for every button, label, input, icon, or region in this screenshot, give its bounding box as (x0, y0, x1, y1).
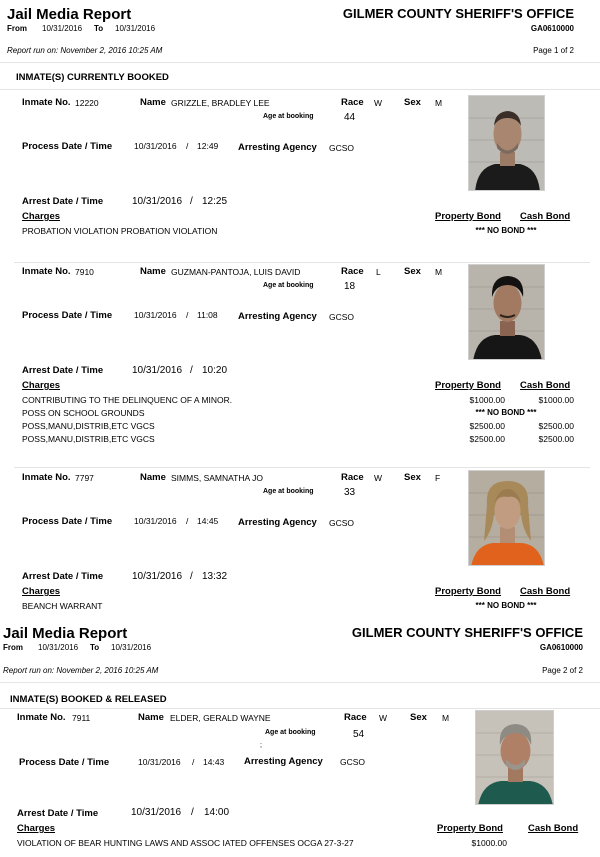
agency-value: GCSO (329, 143, 355, 153)
from-label: From (7, 24, 27, 33)
to-label: To (94, 24, 104, 33)
process-date: 10/31/2016 (138, 757, 181, 767)
charges-header: Charges (22, 586, 61, 597)
charge-desc: VIOLATION OF BEAR HUNTING LAWS AND ASSOC IATED OFFENSES OCGA 27-3-27 (17, 838, 354, 848)
slash: / (192, 757, 195, 767)
inmate-no-label: Inmate No. (22, 97, 71, 108)
age-value: 44 (344, 112, 356, 123)
section-title: INMATE(S) BOOKED & RELEASED (10, 694, 167, 705)
cash-bond-header: Cash Bond (528, 823, 579, 834)
property-bond-header: Property Bond (435, 211, 501, 222)
report-run-on: Report run on: November 2, 2016 10:25 AM (7, 46, 163, 55)
arrest-time: 13:32 (202, 571, 228, 582)
process-time: 14:45 (197, 516, 219, 526)
inmate-no: 12220 (75, 98, 99, 108)
name-label: Name (140, 472, 166, 483)
sex-value: F (435, 473, 441, 483)
mugshot-photo (468, 95, 545, 191)
slash: / (190, 365, 193, 376)
from-date: 10/31/2016 (38, 643, 79, 652)
inmate-no: 7797 (75, 473, 94, 483)
race-label: Race (341, 266, 364, 277)
agency-label: Arresting Agency (238, 517, 317, 528)
property-bond-header: Property Bond (435, 586, 501, 597)
race-value: W (374, 98, 383, 108)
charges-header: Charges (22, 211, 61, 222)
race-label: Race (344, 712, 367, 723)
age-note: ; (260, 742, 262, 749)
report-run-on: Report run on: November 2, 2016 10:25 AM (3, 666, 159, 675)
cash-bond: $1000.00 (538, 395, 574, 405)
arrest-date: 10/31/2016 (132, 571, 183, 582)
slash: / (186, 310, 189, 320)
arrest-date: 10/31/2016 (131, 807, 182, 818)
report-title: Jail Media Report (7, 6, 132, 23)
race-value: W (374, 473, 383, 483)
slash: / (186, 516, 189, 526)
sex-value: M (442, 713, 450, 723)
slash: / (190, 571, 193, 582)
name-label: Name (140, 97, 166, 108)
race-label: Race (341, 472, 364, 483)
inmate-name: GUZMAN-PANTOJA, LUIS DAVID (171, 267, 301, 277)
process-time: 11:08 (197, 310, 218, 320)
to-date: 10/31/2016 (111, 643, 152, 652)
arrest-time: 14:00 (204, 807, 230, 818)
property-bond-header: Property Bond (435, 380, 501, 391)
age-value: 18 (344, 281, 356, 292)
agency-value: GCSO (329, 518, 355, 528)
charge-desc: PROBATION VIOLATION PROBATION VIOLATION (22, 226, 218, 236)
slash: / (190, 196, 193, 207)
charge-desc: CONTRIBUTING TO THE DELINQUENC OF A MINOR. (22, 395, 233, 405)
race-value: L (376, 267, 381, 277)
name-label: Name (138, 712, 164, 723)
race-value: W (379, 713, 388, 723)
no-bond: *** NO BOND *** (475, 408, 537, 417)
inmate-name: SIMMS, SAMNATHA JO (171, 473, 263, 483)
name-label: Name (140, 266, 166, 277)
sex-value: M (435, 98, 443, 108)
inmate-name: GRIZZLE, BRADLEY LEE (171, 98, 270, 108)
page-number: Page 2 of 2 (542, 666, 583, 675)
sex-value: M (435, 267, 443, 277)
slash: / (186, 141, 189, 151)
arrest-date: 10/31/2016 (132, 365, 183, 376)
agency-label: Arresting Agency (238, 142, 317, 153)
cash-bond: $2500.00 (538, 434, 574, 444)
age-value: 54 (353, 729, 365, 740)
race-label: Race (341, 97, 364, 108)
agency-label: Arresting Agency (238, 311, 317, 322)
agency-label: Arresting Agency (244, 756, 323, 767)
inmate-no-label: Inmate No. (22, 266, 71, 277)
slash: / (191, 807, 194, 818)
property-bond: $1000.00 (471, 838, 507, 848)
mugshot-photo (468, 264, 545, 360)
age-label: Age at booking (263, 282, 314, 289)
charges-header: Charges (17, 823, 56, 834)
agency-code: GA0610000 (539, 643, 583, 652)
office-name: GILMER COUNTY SHERIFF'S OFFICE (342, 6, 574, 21)
agency-value: GCSO (340, 757, 366, 767)
process-time: 14:43 (203, 757, 225, 767)
inmate-no-label: Inmate No. (17, 712, 66, 723)
arrest-time: 10:20 (202, 365, 228, 376)
cash-bond: $2500.00 (538, 421, 574, 431)
cash-bond-header: Cash Bond (520, 211, 571, 222)
charge-desc: POSS ON SCHOOL GROUNDS (22, 408, 145, 418)
process-date: 10/31/2016 (134, 516, 177, 526)
no-bond: *** NO BOND *** (475, 601, 537, 610)
process-time: 12:49 (197, 141, 219, 151)
property-bond: $2500.00 (469, 434, 505, 444)
office-name: GILMER COUNTY SHERIFF'S OFFICE (351, 625, 583, 640)
inmate-name: ELDER, GERALD WAYNE (170, 713, 271, 723)
page-number: Page 1 of 2 (533, 46, 574, 55)
process-label: Process Date / Time (19, 757, 110, 768)
process-date: 10/31/2016 (134, 141, 177, 151)
from-label: From (3, 643, 23, 652)
charge-desc: BEANCH WARRANT (22, 601, 103, 611)
cash-bond-header: Cash Bond (520, 380, 571, 391)
no-bond: *** NO BOND *** (475, 226, 537, 235)
mugshot-photo (475, 710, 554, 805)
report-title: Jail Media Report (3, 625, 128, 642)
section-title: INMATE(S) CURRENTLY BOOKED (16, 72, 169, 83)
age-label: Age at booking (263, 488, 314, 495)
agency-value: GCSO (329, 312, 355, 322)
sex-label: Sex (404, 97, 421, 108)
charge-desc: POSS,MANU,DISTRIB,ETC VGCS (22, 434, 155, 444)
arrest-label: Arrest Date / Time (22, 571, 104, 582)
property-bond: $2500.00 (469, 421, 505, 431)
arrest-time: 12:25 (202, 196, 228, 207)
to-label: To (90, 643, 100, 652)
arrest-date: 10/31/2016 (132, 196, 183, 207)
property-bond: $1000.00 (469, 395, 505, 405)
cash-bond-header: Cash Bond (520, 586, 571, 597)
sex-label: Sex (410, 712, 427, 723)
inmate-no: 7911 (72, 713, 91, 723)
sex-label: Sex (404, 472, 421, 483)
mugshot-photo (468, 470, 545, 566)
inmate-no: 7910 (75, 267, 94, 277)
age-value: 33 (344, 487, 356, 498)
process-label: Process Date / Time (22, 141, 113, 152)
charge-desc: POSS,MANU,DISTRIB,ETC VGCS (22, 421, 155, 431)
age-label: Age at booking (263, 113, 314, 120)
to-date: 10/31/2016 (115, 24, 156, 33)
arrest-label: Arrest Date / Time (22, 365, 104, 376)
process-label: Process Date / Time (22, 310, 113, 321)
sex-label: Sex (404, 266, 421, 277)
from-date: 10/31/2016 (42, 24, 83, 33)
process-label: Process Date / Time (22, 516, 113, 527)
process-date: 10/31/2016 (134, 310, 177, 320)
agency-code: GA0610000 (530, 24, 574, 33)
arrest-label: Arrest Date / Time (22, 196, 104, 207)
property-bond-header: Property Bond (437, 823, 503, 834)
charges-header: Charges (22, 380, 61, 391)
inmate-no-label: Inmate No. (22, 472, 71, 483)
arrest-label: Arrest Date / Time (17, 808, 99, 819)
age-label: Age at booking (265, 729, 316, 736)
